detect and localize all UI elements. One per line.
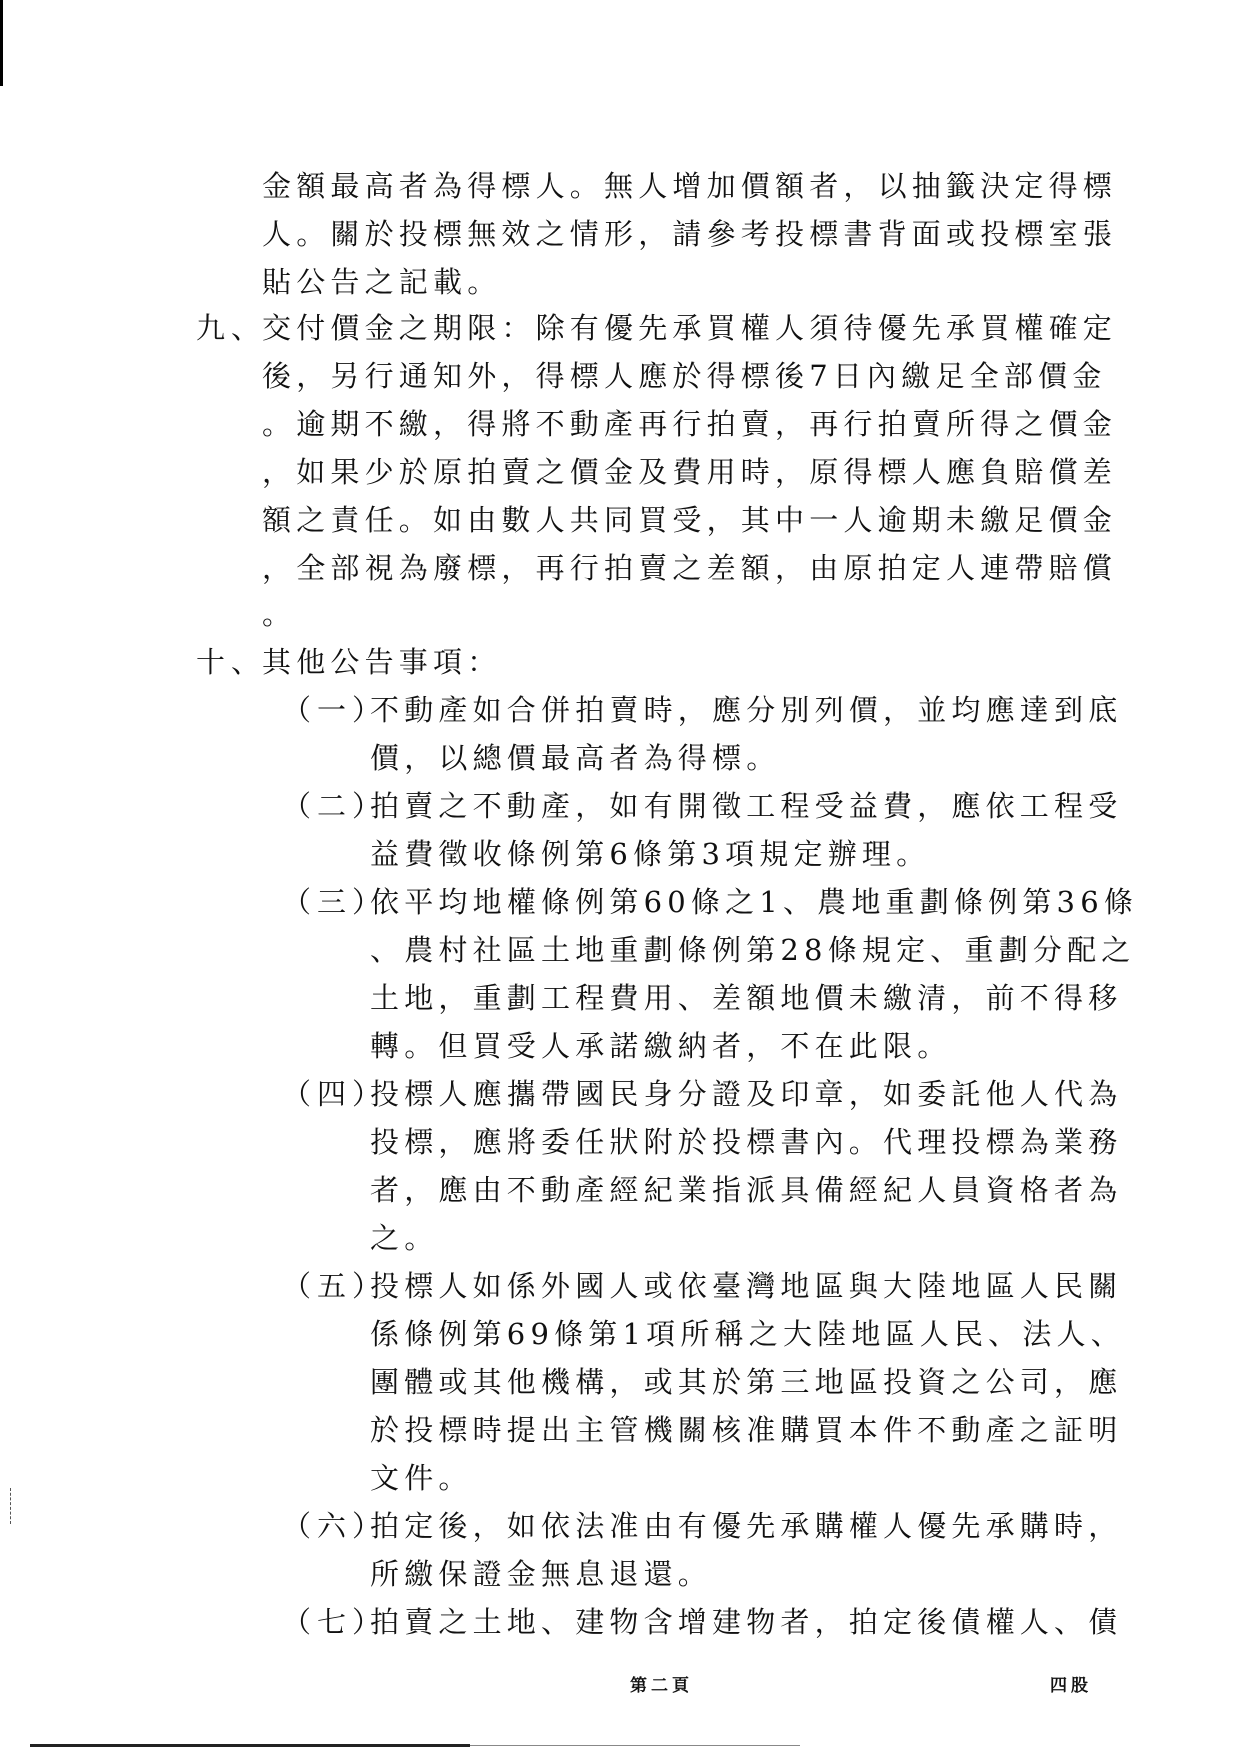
section-9-line: 後，另行通知外，得標人應於得標後7日內繳足全部價金 [262,359,1107,393]
sub-item-7-line: 拍賣之土地、建物含增建物者，拍定後債權人、債 [370,1605,1123,1639]
sub-item-2-line: 拍賣之不動產，如有開徵工程受益費，應依工程受 [370,789,1123,823]
sub-item-3-line: 轉。但買受人承諾繳納者，不在此限。 [370,1029,952,1063]
continued-text-line: 人。關於投標無效之情形，請參考投標書背面或投標室張 [262,217,1118,251]
section-9-marker: 九、 [196,311,267,345]
sub-item-1-marker: （一） [282,693,388,727]
section-10-marker: 十、 [196,645,267,679]
section-9-line: 。逾期不繳，得將不動產再行拍賣，再行拍賣所得之價金 [262,407,1118,441]
scan-edge-mark [470,1745,800,1746]
sub-item-3-marker: （三） [282,885,388,919]
section-9-line: 交付價金之期限：除有優先承買權人須待優先承買權確定 [262,311,1118,345]
scan-edge-mark [30,1744,470,1747]
section-9-line: ，如果少於原拍賣之價金及費用時，原得標人應負賠償差 [262,455,1118,489]
continued-text-line: 金額最高者為得標人。無人增加價額者，以抽籤決定得標 [262,169,1118,203]
sub-item-7-marker: （七） [282,1605,388,1639]
section-10-title: 其他公告事項： [262,645,502,679]
sub-item-1-line: 不動產如合併拍賣時，應分別列價，並均應達到底 [370,693,1123,727]
sub-item-4-line: 者，應由不動產經紀業指派具備經紀人員資格者為 [370,1173,1123,1207]
sub-item-3-line: 依平均地權條例第60條之1、農地重劃條例第36條 [370,885,1139,919]
sub-item-4-line: 之。 [370,1221,439,1255]
sub-item-5-line: 團體或其他機構，或其於第三地區投資之公司，應 [370,1365,1123,1399]
scan-edge-mark [0,0,3,86]
page-number: 第二頁 [630,1676,693,1696]
sub-item-1-line: 價，以總價最高者為得標。 [370,741,781,775]
sub-item-6-line: 所繳保證金無息退還。 [370,1557,713,1591]
scan-edge-mark [10,1488,12,1524]
continued-text-line: 貼公告之記載。 [262,265,502,299]
sub-item-6-line: 拍定後，如依法准由有優先承購權人優先承購時， [370,1509,1123,1543]
sub-item-5-line: 文件。 [370,1461,473,1495]
sub-item-5-line: 投標人如係外國人或依臺灣地區與大陸地區人民關 [370,1269,1123,1303]
sub-item-3-line: 土地，重劃工程費用、差額地價未繳清，前不得移 [370,981,1123,1015]
sub-item-5-line: 於投標時提出主管機關核准購買本件不動產之証明 [370,1413,1123,1447]
sub-item-4-line: 投標，應將委任狀附於投標書內。代理投標為業務 [370,1125,1123,1159]
sub-item-4-line: 投標人應攜帶國民身分證及印章，如委託他人代為 [370,1077,1123,1111]
sub-item-5-marker: （五） [282,1269,388,1303]
sub-item-6-marker: （六） [282,1509,388,1543]
sub-item-2-line: 益費徵收條例第6條第3項規定辦理。 [370,837,931,871]
sub-item-4-marker: （四） [282,1077,388,1111]
section-9-line: 。 [262,597,297,631]
section-9-line: ，全部視為廢標，再行拍賣之差額，由原拍定人連帶賠償 [262,551,1118,585]
section-9-line: 額之責任。如由數人共同買受，其中一人逾期未繳足價金 [262,503,1118,537]
division-label: 四股 [1050,1676,1092,1696]
sub-item-2-marker: （二） [282,789,388,823]
sub-item-5-line: 係條例第69條第1項所稱之大陸地區人民、法人、 [370,1317,1125,1351]
sub-item-3-line: 、農村社區土地重劃條例第28條規定、重劃分配之 [370,933,1136,967]
